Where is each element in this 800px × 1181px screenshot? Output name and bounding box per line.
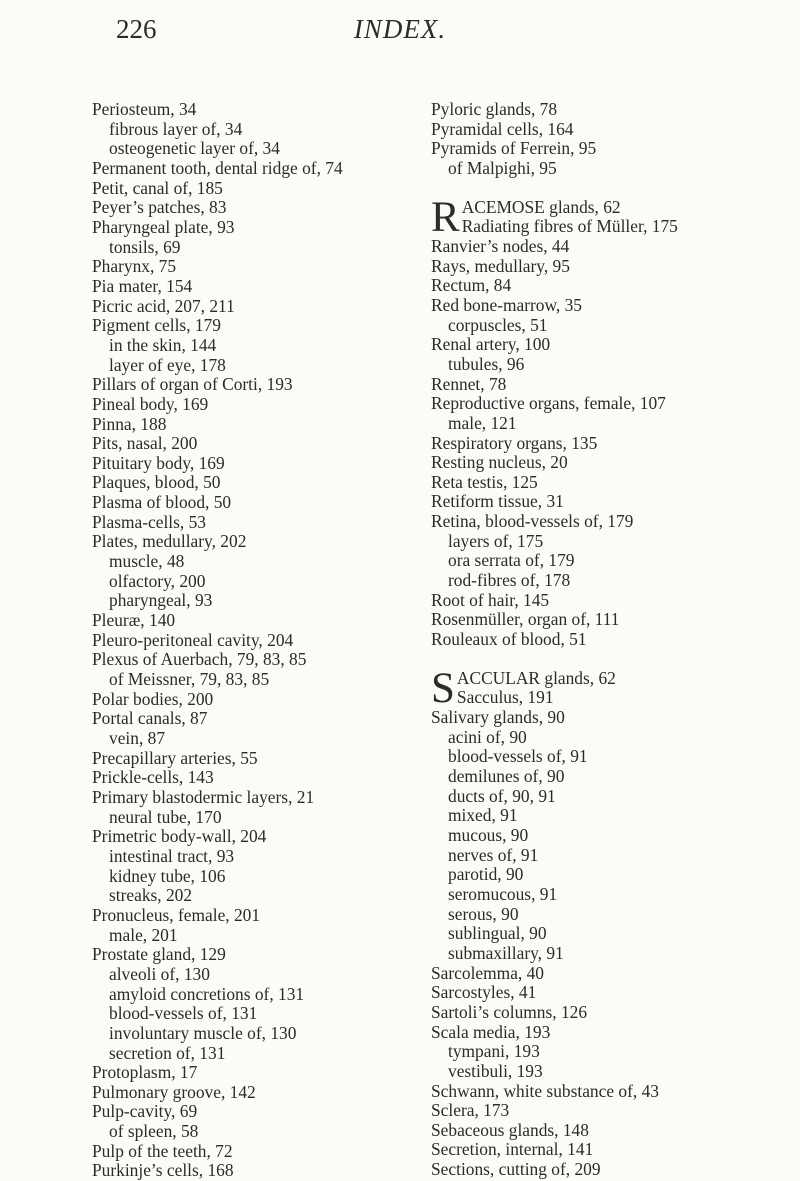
entry-text: vestibuli, 193 xyxy=(448,1060,543,1081)
entry-text: blood-vessels of, 131 xyxy=(109,1003,258,1024)
index-entry xyxy=(92,159,432,179)
index-entry xyxy=(92,1083,432,1103)
entry-text: layer of eye, 178 xyxy=(109,354,226,375)
page-number: 226 xyxy=(116,14,157,44)
index-entry xyxy=(92,375,432,395)
entry-text: secretion of, 131 xyxy=(109,1042,226,1063)
index-entry xyxy=(431,100,791,120)
index-entry xyxy=(431,610,791,630)
index-subentry xyxy=(431,414,791,434)
entry-text: Pinna, 188 xyxy=(92,413,167,434)
index-entry xyxy=(92,179,432,199)
entry-text: corpuscles, 51 xyxy=(448,314,548,335)
entry-text: of spleen, 58 xyxy=(109,1121,199,1142)
entry-text: Plasma of blood, 50 xyxy=(92,492,232,513)
index-entry xyxy=(431,453,791,473)
index-subentry xyxy=(92,572,432,592)
index-subentry xyxy=(431,885,791,905)
entry-text: streaks, 202 xyxy=(109,885,193,906)
index-subentry xyxy=(431,159,791,179)
entry-text: Purkinje’s cells, 168 xyxy=(92,1160,234,1181)
entry-text: osteogenetic layer of, 34 xyxy=(109,138,280,159)
entry-text: serous, 90 xyxy=(448,903,519,924)
page-header xyxy=(0,14,800,54)
index-entry xyxy=(92,749,432,769)
entry-text: Schwann, white substance of, 43 xyxy=(431,1080,659,1101)
index-entry xyxy=(431,120,791,140)
index-entry xyxy=(92,1142,432,1162)
entry-text: Pituitary body, 169 xyxy=(92,452,225,473)
index-subentry xyxy=(92,670,432,690)
index-entry xyxy=(92,1063,432,1083)
index-subentry xyxy=(92,1004,432,1024)
entry-text: Prostate gland, 129 xyxy=(92,944,226,965)
entry-text: Reproductive organs, female, 107 xyxy=(431,393,666,414)
index-entry xyxy=(92,650,432,670)
entry-text: alveoli of, 130 xyxy=(109,963,210,984)
index-entry xyxy=(92,316,432,336)
entry-text: Renal artery, 100 xyxy=(431,334,551,355)
index-subentry xyxy=(431,1042,791,1062)
entry-text: Salivary glands, 90 xyxy=(431,707,565,728)
entry-text: Plaques, blood, 50 xyxy=(92,472,221,493)
entry-text: Pharyngeal plate, 93 xyxy=(92,216,235,237)
entry-text: kidney tube, 106 xyxy=(109,865,226,886)
entry-text: Sclera, 173 xyxy=(431,1100,510,1121)
index-entry xyxy=(431,1140,791,1160)
index-subentry xyxy=(92,965,432,985)
index-entry xyxy=(92,690,432,710)
index-subentry xyxy=(92,729,432,749)
entry-text: nerves of, 91 xyxy=(448,844,539,865)
entry-text: Pronucleus, female, 201 xyxy=(92,904,261,925)
index-entry xyxy=(92,395,432,415)
index-entry xyxy=(431,512,791,532)
index-subentry xyxy=(431,532,791,552)
entry-text: Sebaceous glands, 148 xyxy=(431,1119,589,1140)
index-entry xyxy=(92,827,432,847)
entry-text: Retiform tissue, 31 xyxy=(431,491,564,512)
entry-text: Permanent tooth, dental ridge of, 74 xyxy=(92,157,343,178)
entry-text: vein, 87 xyxy=(109,728,166,748)
entry-text: layers of, 175 xyxy=(448,530,544,551)
entry-text: ACCULAR glands, 62 xyxy=(456,667,616,688)
index-entry xyxy=(431,708,791,728)
index-entry xyxy=(92,277,432,297)
index-entry xyxy=(92,788,432,808)
index-subentry xyxy=(431,551,791,571)
index-subentry xyxy=(92,1122,432,1142)
entry-text: Sections, cutting of, 209 xyxy=(431,1159,601,1180)
entry-text: Resting nucleus, 20 xyxy=(431,452,568,473)
index-subentry xyxy=(92,336,432,356)
entry-text: Pulp of the teeth, 72 xyxy=(92,1140,233,1161)
index-entry xyxy=(92,218,432,238)
index-subentry xyxy=(431,944,791,964)
entry-text: Peyer’s patches, 83 xyxy=(92,197,227,218)
entry-text: in the skin, 144 xyxy=(109,334,217,355)
entry-text: Polar bodies, 200 xyxy=(92,688,214,709)
index-subentry xyxy=(431,767,791,787)
entry-text: Pia mater, 154 xyxy=(92,275,193,296)
entry-text: acini of, 90 xyxy=(448,726,527,747)
entry-text: sublingual, 90 xyxy=(448,923,547,944)
index-entry xyxy=(431,1082,791,1102)
index-entry xyxy=(92,611,432,631)
entry-text: Secretion, internal, 141 xyxy=(431,1139,594,1160)
index-entry xyxy=(431,139,791,159)
index-subentry xyxy=(431,787,791,807)
entry-text: Radiating fibres of Müller, 175 xyxy=(461,216,678,237)
index-subentry xyxy=(92,867,432,887)
index-column-right xyxy=(431,100,791,1180)
index-entry xyxy=(92,198,432,218)
index-subentry xyxy=(92,847,432,867)
entry-text: neural tube, 170 xyxy=(109,806,222,827)
entry-text: Petit, canal of, 185 xyxy=(92,177,223,198)
index-subentry xyxy=(431,728,791,748)
index-entry xyxy=(431,217,791,237)
entry-text: Pyloric glands, 78 xyxy=(431,99,558,119)
drop-cap-letter: R xyxy=(431,193,460,241)
entry-text: pharyngeal, 93 xyxy=(109,590,213,611)
index-entry xyxy=(431,591,791,611)
index-entry xyxy=(92,297,432,317)
entry-text: Primary blastodermic layers, 21 xyxy=(92,786,315,807)
index-entry xyxy=(431,1121,791,1141)
index-entry xyxy=(431,1101,791,1121)
entry-text: Root of hair, 145 xyxy=(431,589,550,610)
index-subentry xyxy=(431,806,791,826)
index-entry xyxy=(92,1102,432,1122)
index-entry xyxy=(431,473,791,493)
entry-text: Rennet, 78 xyxy=(431,373,507,394)
drop-cap-letter: S xyxy=(431,664,455,712)
entry-text: parotid, 90 xyxy=(448,864,524,885)
index-subentry xyxy=(431,747,791,767)
entry-text: Pits, nasal, 200 xyxy=(92,433,198,454)
index-entry xyxy=(92,434,432,454)
entry-text: Rouleaux of blood, 51 xyxy=(431,629,587,650)
entry-text: Pleuræ, 140 xyxy=(92,610,176,631)
index-entry xyxy=(431,1003,791,1023)
entry-text: tonsils, 69 xyxy=(109,236,181,257)
entry-text: Pulmonary groove, 142 xyxy=(92,1081,256,1102)
index-subentry xyxy=(431,905,791,925)
entry-text: tympani, 193 xyxy=(448,1041,540,1062)
entry-text: Plasma-cells, 53 xyxy=(92,511,206,532)
entry-text: Primetric body-wall, 204 xyxy=(92,826,267,847)
index-entry xyxy=(92,532,432,552)
index-entry xyxy=(431,1160,791,1180)
entry-text: Plexus of Auerbach, 79, 83, 85 xyxy=(92,649,307,670)
index-subentry xyxy=(431,1062,791,1082)
entry-text: Respiratory organs, 135 xyxy=(431,432,598,453)
entry-text: Sartoli’s columns, 126 xyxy=(431,1001,588,1022)
entry-text: of Malpighi, 95 xyxy=(448,157,557,178)
index-subentry xyxy=(431,571,791,591)
entry-text: Retina, blood-vessels of, 179 xyxy=(431,511,634,532)
index-subentry xyxy=(92,120,432,140)
index-entry xyxy=(431,394,791,414)
index-entry xyxy=(92,631,432,651)
entry-text: Pigment cells, 179 xyxy=(92,315,221,336)
entry-text: Sacculus, 191 xyxy=(456,687,554,708)
index-entry xyxy=(431,434,791,454)
entry-text: Scala media, 193 xyxy=(431,1021,551,1042)
entry-text: Rosenmüller, organ of, 111 xyxy=(431,609,620,630)
index-entry xyxy=(431,335,791,355)
entry-text: Pillars of organ of Corti, 193 xyxy=(92,374,293,395)
index-entry xyxy=(431,375,791,395)
index-entry xyxy=(92,415,432,435)
index-subentry xyxy=(431,846,791,866)
entry-text: Prickle-cells, 143 xyxy=(92,767,214,788)
entry-text: Precapillary arteries, 55 xyxy=(92,747,258,768)
index-subentry xyxy=(431,355,791,375)
entry-text: Periosteum, 34 xyxy=(92,99,197,119)
index-entry xyxy=(92,945,432,965)
entry-text: Sarcostyles, 41 xyxy=(431,982,537,1003)
index-subentry xyxy=(431,316,791,336)
index-subentry xyxy=(92,139,432,159)
index-subentry xyxy=(92,238,432,258)
index-subentry xyxy=(92,808,432,828)
index-entry xyxy=(431,688,791,708)
entry-text: Pineal body, 169 xyxy=(92,393,209,414)
index-entry xyxy=(92,100,432,120)
index-subentry xyxy=(431,826,791,846)
entry-text: ACEMOSE glands, 62 xyxy=(461,196,621,217)
index-entry xyxy=(431,237,791,257)
index-entry xyxy=(431,964,791,984)
entry-text: involuntary muscle of, 130 xyxy=(109,1022,297,1043)
entry-text: submaxillary, 91 xyxy=(448,942,564,963)
index-entry xyxy=(431,492,791,512)
index-entry xyxy=(431,983,791,1003)
index-subentry xyxy=(92,591,432,611)
entry-text: Pharynx, 75 xyxy=(92,256,177,277)
entry-text: amyloid concretions of, 131 xyxy=(109,983,305,1004)
index-column-left xyxy=(92,100,432,1181)
entry-text: muscle, 48 xyxy=(109,551,185,572)
entry-text: intestinal tract, 93 xyxy=(109,845,235,866)
index-entry xyxy=(92,473,432,493)
index-subentry xyxy=(92,356,432,376)
index-subentry xyxy=(92,985,432,1005)
entry-text: Pyramidal cells, 164 xyxy=(431,118,574,139)
entry-text: Rectum, 84 xyxy=(431,275,512,296)
entry-text: blood-vessels of, 91 xyxy=(448,746,588,767)
entry-text: seromucous, 91 xyxy=(448,883,558,904)
index-subentry xyxy=(92,926,432,946)
entry-text: olfactory, 200 xyxy=(109,570,206,591)
entry-text: fibrous layer of, 34 xyxy=(109,118,243,139)
index-entry xyxy=(92,768,432,788)
index-subentry xyxy=(92,1044,432,1064)
entry-text: Sarcolemma, 40 xyxy=(431,962,545,983)
entry-text: ducts of, 90, 91 xyxy=(448,785,556,806)
entry-text: Portal canals, 87 xyxy=(92,708,208,729)
entry-text: mixed, 91 xyxy=(448,805,518,826)
entry-text: demilunes of, 90 xyxy=(448,766,565,786)
index-entry xyxy=(92,1161,432,1181)
index-entry xyxy=(92,257,432,277)
entry-text: Ranvier’s nodes, 44 xyxy=(431,235,570,256)
index-entry xyxy=(92,454,432,474)
entry-text: tubules, 96 xyxy=(448,353,525,374)
entry-text: Protoplasm, 17 xyxy=(92,1062,198,1083)
entry-text: Picric acid, 207, 211 xyxy=(92,295,235,316)
entry-text: Pyramids of Ferrein, 95 xyxy=(431,138,597,159)
page-title: INDEX. xyxy=(353,14,447,44)
entry-text: Pleuro-peritoneal cavity, 204 xyxy=(92,629,294,650)
entry-text: Plates, medullary, 202 xyxy=(92,531,247,552)
entry-text: rod-fibres of, 178 xyxy=(448,570,571,591)
entry-text: male, 201 xyxy=(109,924,178,945)
index-entry xyxy=(92,513,432,533)
index-subentry xyxy=(431,924,791,944)
index-entry xyxy=(92,709,432,729)
index-entry xyxy=(92,493,432,513)
index-entry xyxy=(431,276,791,296)
index-subentry xyxy=(92,1024,432,1044)
index-entry xyxy=(431,296,791,316)
index-subentry xyxy=(431,865,791,885)
index-entry xyxy=(431,257,791,277)
entry-text: of Meissner, 79, 83, 85 xyxy=(109,669,270,690)
entry-text: Rays, medullary, 95 xyxy=(431,255,570,276)
index-entry xyxy=(431,630,791,650)
index-subentry xyxy=(92,552,432,572)
entry-text: ora serrata of, 179 xyxy=(448,550,575,571)
entry-text: Pulp-cavity, 69 xyxy=(92,1101,198,1122)
entry-text: mucous, 90 xyxy=(448,824,529,845)
entry-text: Reta testis, 125 xyxy=(431,471,538,492)
entry-text: Red bone-marrow, 35 xyxy=(431,294,582,315)
index-subentry xyxy=(92,886,432,906)
index-entry xyxy=(431,1023,791,1043)
index-entry xyxy=(92,906,432,926)
entry-text: male, 121 xyxy=(448,412,517,433)
